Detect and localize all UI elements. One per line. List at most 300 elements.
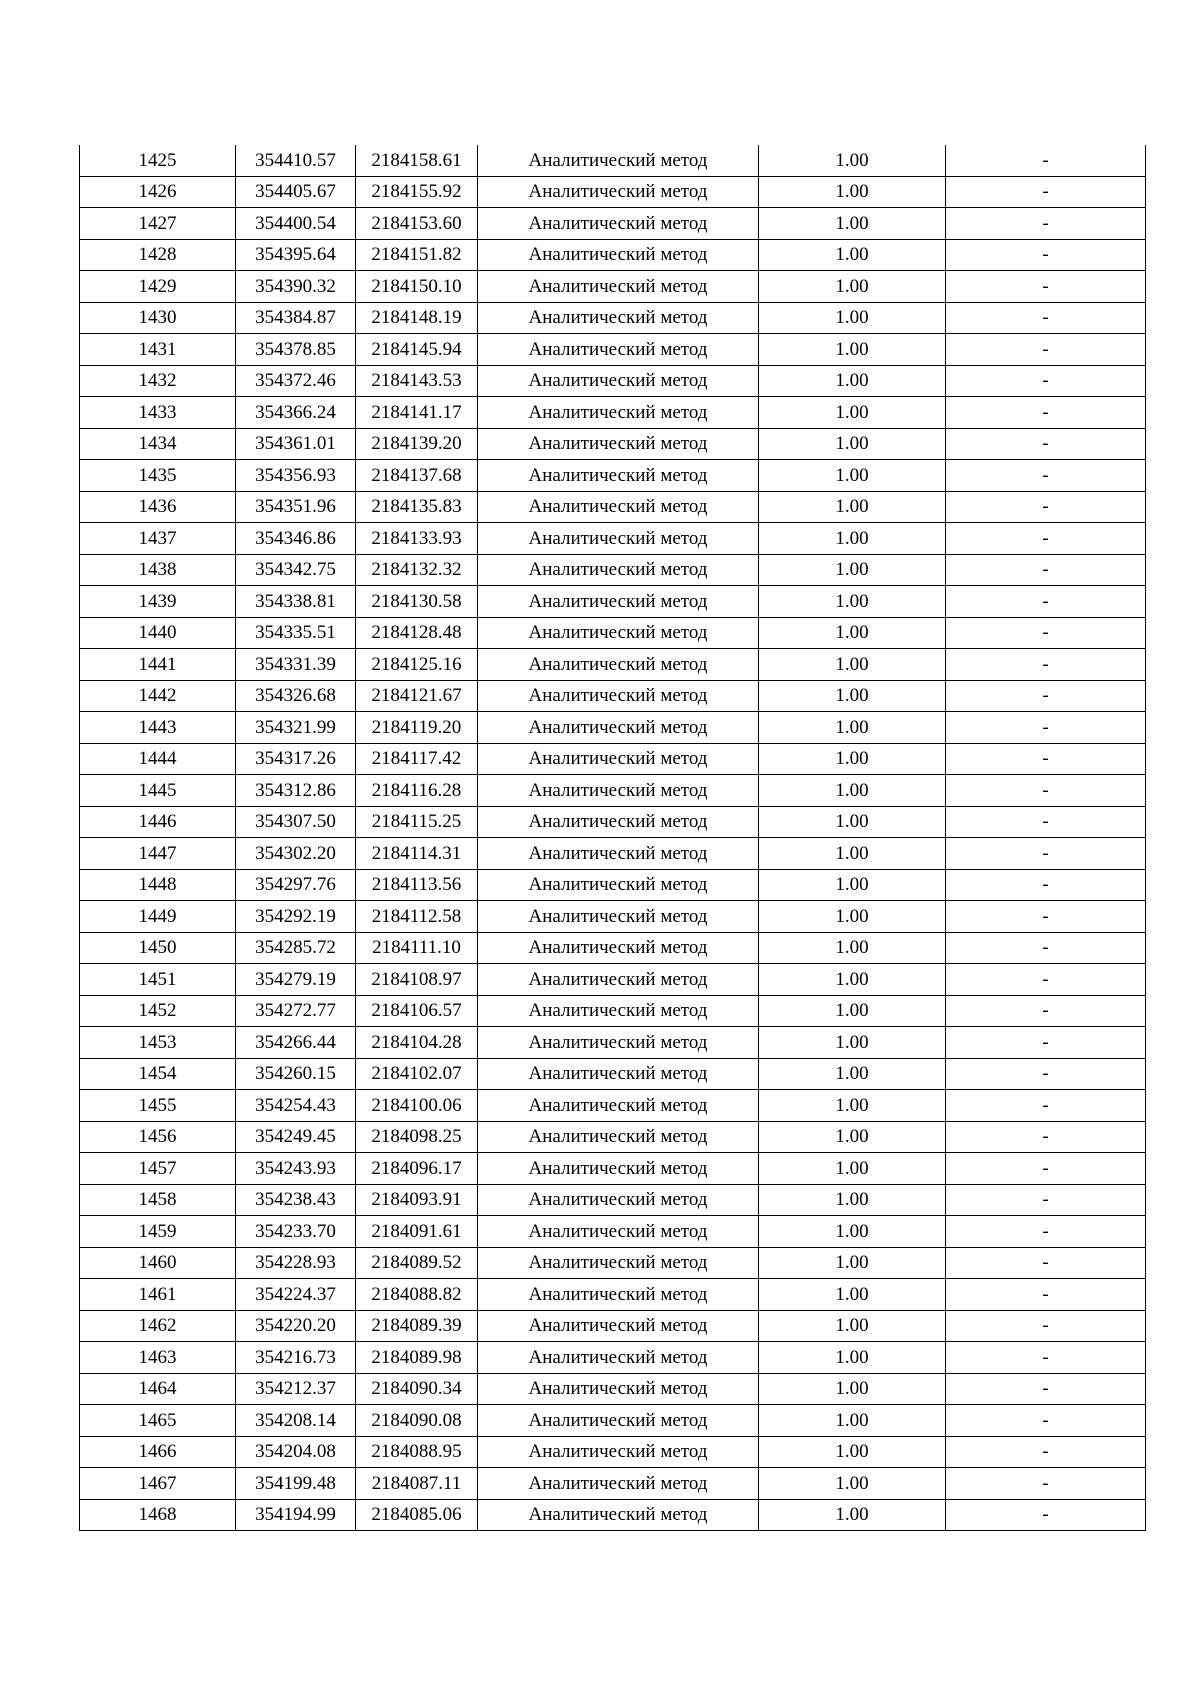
y-coordinate-cell: 2184117.42 xyxy=(356,743,478,775)
table-row xyxy=(80,145,1146,176)
y-coordinate-cell: 2184121.67 xyxy=(356,680,478,712)
precision-cell: 1.00 xyxy=(759,1342,946,1374)
point-number-cell: 1437 xyxy=(80,523,236,555)
point-number-cell: 1467 xyxy=(80,1468,236,1500)
y-coordinate-cell: 2184098.25 xyxy=(356,1121,478,1153)
description-cell: - xyxy=(946,397,1146,429)
point-number-cell: 1436 xyxy=(80,491,236,523)
point-number-cell: 1454 xyxy=(80,1058,236,1090)
x-coordinate-cell: 354384.87 xyxy=(236,302,356,334)
method-cell: Аналитический метод xyxy=(478,397,759,429)
method-cell: Аналитический метод xyxy=(478,1436,759,1468)
method-cell: Аналитический метод xyxy=(478,649,759,681)
x-coordinate-cell: 354249.45 xyxy=(236,1121,356,1153)
precision-cell: 1.00 xyxy=(759,334,946,366)
table-row xyxy=(80,1184,1146,1216)
y-coordinate-cell: 2184155.92 xyxy=(356,176,478,208)
x-coordinate-cell: 354228.93 xyxy=(236,1247,356,1279)
table-row xyxy=(80,806,1146,838)
precision-cell: 1.00 xyxy=(759,1216,946,1248)
precision-cell: 1.00 xyxy=(759,1373,946,1405)
description-cell: - xyxy=(946,1216,1146,1248)
table-row xyxy=(80,523,1146,555)
point-number-cell: 1452 xyxy=(80,995,236,1027)
table-row xyxy=(80,1058,1146,1090)
y-coordinate-cell: 2184150.10 xyxy=(356,271,478,303)
description-cell: - xyxy=(946,838,1146,870)
precision-cell: 1.00 xyxy=(759,712,946,744)
table-row xyxy=(80,1121,1146,1153)
point-number-cell: 1458 xyxy=(80,1184,236,1216)
x-coordinate-cell: 354266.44 xyxy=(236,1027,356,1059)
y-coordinate-cell: 2184125.16 xyxy=(356,649,478,681)
precision-cell: 1.00 xyxy=(759,932,946,964)
y-coordinate-cell: 2184088.82 xyxy=(356,1279,478,1311)
method-cell: Аналитический метод xyxy=(478,586,759,618)
precision-cell: 1.00 xyxy=(759,208,946,240)
x-coordinate-cell: 354346.86 xyxy=(236,523,356,555)
y-coordinate-cell: 2184106.57 xyxy=(356,995,478,1027)
y-coordinate-cell: 2184090.34 xyxy=(356,1373,478,1405)
table-row xyxy=(80,712,1146,744)
method-cell: Аналитический метод xyxy=(478,1153,759,1185)
precision-cell: 1.00 xyxy=(759,554,946,586)
point-number-cell: 1433 xyxy=(80,397,236,429)
description-cell: - xyxy=(946,1373,1146,1405)
x-coordinate-cell: 354338.81 xyxy=(236,586,356,618)
description-cell: - xyxy=(946,1153,1146,1185)
method-cell: Аналитический метод xyxy=(478,523,759,555)
method-cell: Аналитический метод xyxy=(478,1342,759,1374)
y-coordinate-cell: 2184135.83 xyxy=(356,491,478,523)
x-coordinate-cell: 354302.20 xyxy=(236,838,356,870)
y-coordinate-cell: 2184133.93 xyxy=(356,523,478,555)
point-number-cell: 1449 xyxy=(80,901,236,933)
method-cell: Аналитический метод xyxy=(478,491,759,523)
description-cell: - xyxy=(946,743,1146,775)
table-row xyxy=(80,932,1146,964)
y-coordinate-cell: 2184087.11 xyxy=(356,1468,478,1500)
table-row xyxy=(80,1247,1146,1279)
table-row xyxy=(80,838,1146,870)
x-coordinate-cell: 354254.43 xyxy=(236,1090,356,1122)
x-coordinate-cell: 354351.96 xyxy=(236,491,356,523)
point-number-cell: 1450 xyxy=(80,932,236,964)
description-cell: - xyxy=(946,806,1146,838)
y-coordinate-cell: 2184108.97 xyxy=(356,964,478,996)
point-number-cell: 1443 xyxy=(80,712,236,744)
y-coordinate-cell: 2184102.07 xyxy=(356,1058,478,1090)
x-coordinate-cell: 354272.77 xyxy=(236,995,356,1027)
point-number-cell: 1439 xyxy=(80,586,236,618)
y-coordinate-cell: 2184148.19 xyxy=(356,302,478,334)
method-cell: Аналитический метод xyxy=(478,554,759,586)
precision-cell: 1.00 xyxy=(759,460,946,492)
method-cell: Аналитический метод xyxy=(478,428,759,460)
method-cell: Аналитический метод xyxy=(478,334,759,366)
precision-cell: 1.00 xyxy=(759,491,946,523)
method-cell: Аналитический метод xyxy=(478,617,759,649)
x-coordinate-cell: 354260.15 xyxy=(236,1058,356,1090)
description-cell: - xyxy=(946,995,1146,1027)
x-coordinate-cell: 354361.01 xyxy=(236,428,356,460)
x-coordinate-cell: 354400.54 xyxy=(236,208,356,240)
y-coordinate-cell: 2184145.94 xyxy=(356,334,478,366)
table-row xyxy=(80,680,1146,712)
description-cell: - xyxy=(946,145,1146,176)
method-cell: Аналитический метод xyxy=(478,365,759,397)
x-coordinate-cell: 354224.37 xyxy=(236,1279,356,1311)
x-coordinate-cell: 354233.70 xyxy=(236,1216,356,1248)
x-coordinate-cell: 354194.99 xyxy=(236,1499,356,1531)
description-cell: - xyxy=(946,239,1146,271)
point-number-cell: 1428 xyxy=(80,239,236,271)
precision-cell: 1.00 xyxy=(759,271,946,303)
description-cell: - xyxy=(946,1279,1146,1311)
method-cell: Аналитический метод xyxy=(478,1468,759,1500)
description-cell: - xyxy=(946,176,1146,208)
table-row xyxy=(80,365,1146,397)
method-cell: Аналитический метод xyxy=(478,838,759,870)
precision-cell: 1.00 xyxy=(759,365,946,397)
y-coordinate-cell: 2184143.53 xyxy=(356,365,478,397)
x-coordinate-cell: 354331.39 xyxy=(236,649,356,681)
precision-cell: 1.00 xyxy=(759,1153,946,1185)
y-coordinate-cell: 2184128.48 xyxy=(356,617,478,649)
table-row xyxy=(80,1405,1146,1437)
description-cell: - xyxy=(946,964,1146,996)
point-number-cell: 1457 xyxy=(80,1153,236,1185)
y-coordinate-cell: 2184111.10 xyxy=(356,932,478,964)
y-coordinate-cell: 2184112.58 xyxy=(356,901,478,933)
precision-cell: 1.00 xyxy=(759,680,946,712)
method-cell: Аналитический метод xyxy=(478,1279,759,1311)
precision-cell: 1.00 xyxy=(759,1279,946,1311)
description-cell: - xyxy=(946,1121,1146,1153)
x-coordinate-cell: 354199.48 xyxy=(236,1468,356,1500)
table-row xyxy=(80,1436,1146,1468)
table-row xyxy=(80,901,1146,933)
x-coordinate-cell: 354321.99 xyxy=(236,712,356,744)
point-number-cell: 1431 xyxy=(80,334,236,366)
method-cell: Аналитический метод xyxy=(478,1405,759,1437)
point-number-cell: 1448 xyxy=(80,869,236,901)
precision-cell: 1.00 xyxy=(759,302,946,334)
precision-cell: 1.00 xyxy=(759,995,946,1027)
y-coordinate-cell: 2184093.91 xyxy=(356,1184,478,1216)
table-row xyxy=(80,1279,1146,1311)
x-coordinate-cell: 354410.57 xyxy=(236,145,356,176)
description-cell: - xyxy=(946,460,1146,492)
description-cell: - xyxy=(946,1027,1146,1059)
precision-cell: 1.00 xyxy=(759,775,946,807)
description-cell: - xyxy=(946,1090,1146,1122)
table-row xyxy=(80,397,1146,429)
x-coordinate-cell: 354243.93 xyxy=(236,1153,356,1185)
point-number-cell: 1456 xyxy=(80,1121,236,1153)
point-number-cell: 1468 xyxy=(80,1499,236,1531)
x-coordinate-cell: 354238.43 xyxy=(236,1184,356,1216)
y-coordinate-cell: 2184119.20 xyxy=(356,712,478,744)
y-coordinate-cell: 2184114.31 xyxy=(356,838,478,870)
point-number-cell: 1461 xyxy=(80,1279,236,1311)
y-coordinate-cell: 2184089.39 xyxy=(356,1310,478,1342)
precision-cell: 1.00 xyxy=(759,1405,946,1437)
y-coordinate-cell: 2184137.68 xyxy=(356,460,478,492)
point-number-cell: 1466 xyxy=(80,1436,236,1468)
table-row xyxy=(80,271,1146,303)
point-number-cell: 1446 xyxy=(80,806,236,838)
x-coordinate-cell: 354390.32 xyxy=(236,271,356,303)
point-number-cell: 1425 xyxy=(80,145,236,176)
precision-cell: 1.00 xyxy=(759,145,946,176)
table-row xyxy=(80,1153,1146,1185)
method-cell: Аналитический метод xyxy=(478,1027,759,1059)
y-coordinate-cell: 2184088.95 xyxy=(356,1436,478,1468)
y-coordinate-cell: 2184100.06 xyxy=(356,1090,478,1122)
description-cell: - xyxy=(946,1499,1146,1531)
method-cell: Аналитический метод xyxy=(478,712,759,744)
precision-cell: 1.00 xyxy=(759,1310,946,1342)
method-cell: Аналитический метод xyxy=(478,932,759,964)
precision-cell: 1.00 xyxy=(759,1121,946,1153)
precision-cell: 1.00 xyxy=(759,1058,946,1090)
method-cell: Аналитический метод xyxy=(478,145,759,176)
table-row xyxy=(80,743,1146,775)
description-cell: - xyxy=(946,1058,1146,1090)
precision-cell: 1.00 xyxy=(759,743,946,775)
method-cell: Аналитический метод xyxy=(478,1310,759,1342)
precision-cell: 1.00 xyxy=(759,1027,946,1059)
method-cell: Аналитический метод xyxy=(478,680,759,712)
table-row xyxy=(80,239,1146,271)
point-number-cell: 1451 xyxy=(80,964,236,996)
y-coordinate-cell: 2184139.20 xyxy=(356,428,478,460)
point-number-cell: 1460 xyxy=(80,1247,236,1279)
table-row xyxy=(80,1310,1146,1342)
description-cell: - xyxy=(946,901,1146,933)
method-cell: Аналитический метод xyxy=(478,239,759,271)
point-number-cell: 1430 xyxy=(80,302,236,334)
y-coordinate-cell: 2184153.60 xyxy=(356,208,478,240)
y-coordinate-cell: 2184141.17 xyxy=(356,397,478,429)
description-cell: - xyxy=(946,932,1146,964)
description-cell: - xyxy=(946,491,1146,523)
precision-cell: 1.00 xyxy=(759,428,946,460)
table-row xyxy=(80,302,1146,334)
y-coordinate-cell: 2184151.82 xyxy=(356,239,478,271)
precision-cell: 1.00 xyxy=(759,1090,946,1122)
method-cell: Аналитический метод xyxy=(478,208,759,240)
precision-cell: 1.00 xyxy=(759,239,946,271)
coordinates-table-body xyxy=(80,145,1146,1531)
y-coordinate-cell: 2184116.28 xyxy=(356,775,478,807)
point-number-cell: 1463 xyxy=(80,1342,236,1374)
description-cell: - xyxy=(946,554,1146,586)
table-row xyxy=(80,1216,1146,1248)
description-cell: - xyxy=(946,680,1146,712)
y-coordinate-cell: 2184115.25 xyxy=(356,806,478,838)
precision-cell: 1.00 xyxy=(759,1247,946,1279)
x-coordinate-cell: 354208.14 xyxy=(236,1405,356,1437)
method-cell: Аналитический метод xyxy=(478,806,759,838)
precision-cell: 1.00 xyxy=(759,523,946,555)
precision-cell: 1.00 xyxy=(759,649,946,681)
description-cell: - xyxy=(946,1468,1146,1500)
method-cell: Аналитический метод xyxy=(478,995,759,1027)
description-cell: - xyxy=(946,712,1146,744)
x-coordinate-cell: 354292.19 xyxy=(236,901,356,933)
description-cell: - xyxy=(946,617,1146,649)
precision-cell: 1.00 xyxy=(759,806,946,838)
x-coordinate-cell: 354279.19 xyxy=(236,964,356,996)
method-cell: Аналитический метод xyxy=(478,775,759,807)
y-coordinate-cell: 2184113.56 xyxy=(356,869,478,901)
point-number-cell: 1464 xyxy=(80,1373,236,1405)
description-cell: - xyxy=(946,586,1146,618)
x-coordinate-cell: 354307.50 xyxy=(236,806,356,838)
precision-cell: 1.00 xyxy=(759,397,946,429)
table-row xyxy=(80,334,1146,366)
description-cell: - xyxy=(946,302,1146,334)
method-cell: Аналитический метод xyxy=(478,302,759,334)
x-coordinate-cell: 354312.86 xyxy=(236,775,356,807)
point-number-cell: 1440 xyxy=(80,617,236,649)
y-coordinate-cell: 2184132.32 xyxy=(356,554,478,586)
point-number-cell: 1445 xyxy=(80,775,236,807)
precision-cell: 1.00 xyxy=(759,1184,946,1216)
x-coordinate-cell: 354366.24 xyxy=(236,397,356,429)
table-row xyxy=(80,775,1146,807)
precision-cell: 1.00 xyxy=(759,1468,946,1500)
method-cell: Аналитический метод xyxy=(478,901,759,933)
table-row xyxy=(80,554,1146,586)
description-cell: - xyxy=(946,869,1146,901)
point-number-cell: 1426 xyxy=(80,176,236,208)
method-cell: Аналитический метод xyxy=(478,1499,759,1531)
table-row xyxy=(80,460,1146,492)
y-coordinate-cell: 2184085.06 xyxy=(356,1499,478,1531)
description-cell: - xyxy=(946,523,1146,555)
description-cell: - xyxy=(946,208,1146,240)
point-number-cell: 1438 xyxy=(80,554,236,586)
method-cell: Аналитический метод xyxy=(478,271,759,303)
precision-cell: 1.00 xyxy=(759,176,946,208)
description-cell: - xyxy=(946,775,1146,807)
x-coordinate-cell: 354212.37 xyxy=(236,1373,356,1405)
x-coordinate-cell: 354285.72 xyxy=(236,932,356,964)
precision-cell: 1.00 xyxy=(759,838,946,870)
precision-cell: 1.00 xyxy=(759,901,946,933)
y-coordinate-cell: 2184089.52 xyxy=(356,1247,478,1279)
method-cell: Аналитический метод xyxy=(478,743,759,775)
table-row xyxy=(80,1027,1146,1059)
y-coordinate-cell: 2184089.98 xyxy=(356,1342,478,1374)
table-row xyxy=(80,491,1146,523)
table-row xyxy=(80,1468,1146,1500)
method-cell: Аналитический метод xyxy=(478,1090,759,1122)
x-coordinate-cell: 354317.26 xyxy=(236,743,356,775)
point-number-cell: 1459 xyxy=(80,1216,236,1248)
table-row xyxy=(80,964,1146,996)
method-cell: Аналитический метод xyxy=(478,1184,759,1216)
description-cell: - xyxy=(946,334,1146,366)
x-coordinate-cell: 354395.64 xyxy=(236,239,356,271)
description-cell: - xyxy=(946,1184,1146,1216)
x-coordinate-cell: 354220.20 xyxy=(236,1310,356,1342)
x-coordinate-cell: 354204.08 xyxy=(236,1436,356,1468)
method-cell: Аналитический метод xyxy=(478,1247,759,1279)
description-cell: - xyxy=(946,271,1146,303)
x-coordinate-cell: 354356.93 xyxy=(236,460,356,492)
y-coordinate-cell: 2184130.58 xyxy=(356,586,478,618)
x-coordinate-cell: 354297.76 xyxy=(236,869,356,901)
point-number-cell: 1434 xyxy=(80,428,236,460)
table-row xyxy=(80,649,1146,681)
table-row xyxy=(80,617,1146,649)
description-cell: - xyxy=(946,1342,1146,1374)
precision-cell: 1.00 xyxy=(759,1499,946,1531)
description-cell: - xyxy=(946,1247,1146,1279)
point-number-cell: 1453 xyxy=(80,1027,236,1059)
method-cell: Аналитический метод xyxy=(478,964,759,996)
y-coordinate-cell: 2184091.61 xyxy=(356,1216,478,1248)
precision-cell: 1.00 xyxy=(759,964,946,996)
method-cell: Аналитический метод xyxy=(478,869,759,901)
point-number-cell: 1435 xyxy=(80,460,236,492)
point-number-cell: 1442 xyxy=(80,680,236,712)
method-cell: Аналитический метод xyxy=(478,1058,759,1090)
x-coordinate-cell: 354342.75 xyxy=(236,554,356,586)
method-cell: Аналитический метод xyxy=(478,176,759,208)
table-row xyxy=(80,995,1146,1027)
point-number-cell: 1444 xyxy=(80,743,236,775)
x-coordinate-cell: 354335.51 xyxy=(236,617,356,649)
precision-cell: 1.00 xyxy=(759,617,946,649)
table-row xyxy=(80,586,1146,618)
table-row xyxy=(80,176,1146,208)
table-row xyxy=(80,869,1146,901)
point-number-cell: 1441 xyxy=(80,649,236,681)
method-cell: Аналитический метод xyxy=(478,460,759,492)
x-coordinate-cell: 354326.68 xyxy=(236,680,356,712)
x-coordinate-cell: 354372.46 xyxy=(236,365,356,397)
method-cell: Аналитический метод xyxy=(478,1373,759,1405)
point-number-cell: 1427 xyxy=(80,208,236,240)
precision-cell: 1.00 xyxy=(759,1436,946,1468)
description-cell: - xyxy=(946,365,1146,397)
description-cell: - xyxy=(946,428,1146,460)
method-cell: Аналитический метод xyxy=(478,1216,759,1248)
point-number-cell: 1462 xyxy=(80,1310,236,1342)
description-cell: - xyxy=(946,1310,1146,1342)
description-cell: - xyxy=(946,1405,1146,1437)
point-number-cell: 1455 xyxy=(80,1090,236,1122)
table-row xyxy=(80,428,1146,460)
y-coordinate-cell: 2184104.28 xyxy=(356,1027,478,1059)
description-cell: - xyxy=(946,649,1146,681)
table-row xyxy=(80,1342,1146,1374)
y-coordinate-cell: 2184090.08 xyxy=(356,1405,478,1437)
table-row xyxy=(80,208,1146,240)
method-cell: Аналитический метод xyxy=(478,1121,759,1153)
precision-cell: 1.00 xyxy=(759,869,946,901)
table-row xyxy=(80,1373,1146,1405)
y-coordinate-cell: 2184158.61 xyxy=(356,145,478,176)
table-row xyxy=(80,1090,1146,1122)
y-coordinate-cell: 2184096.17 xyxy=(356,1153,478,1185)
description-cell: - xyxy=(946,1436,1146,1468)
